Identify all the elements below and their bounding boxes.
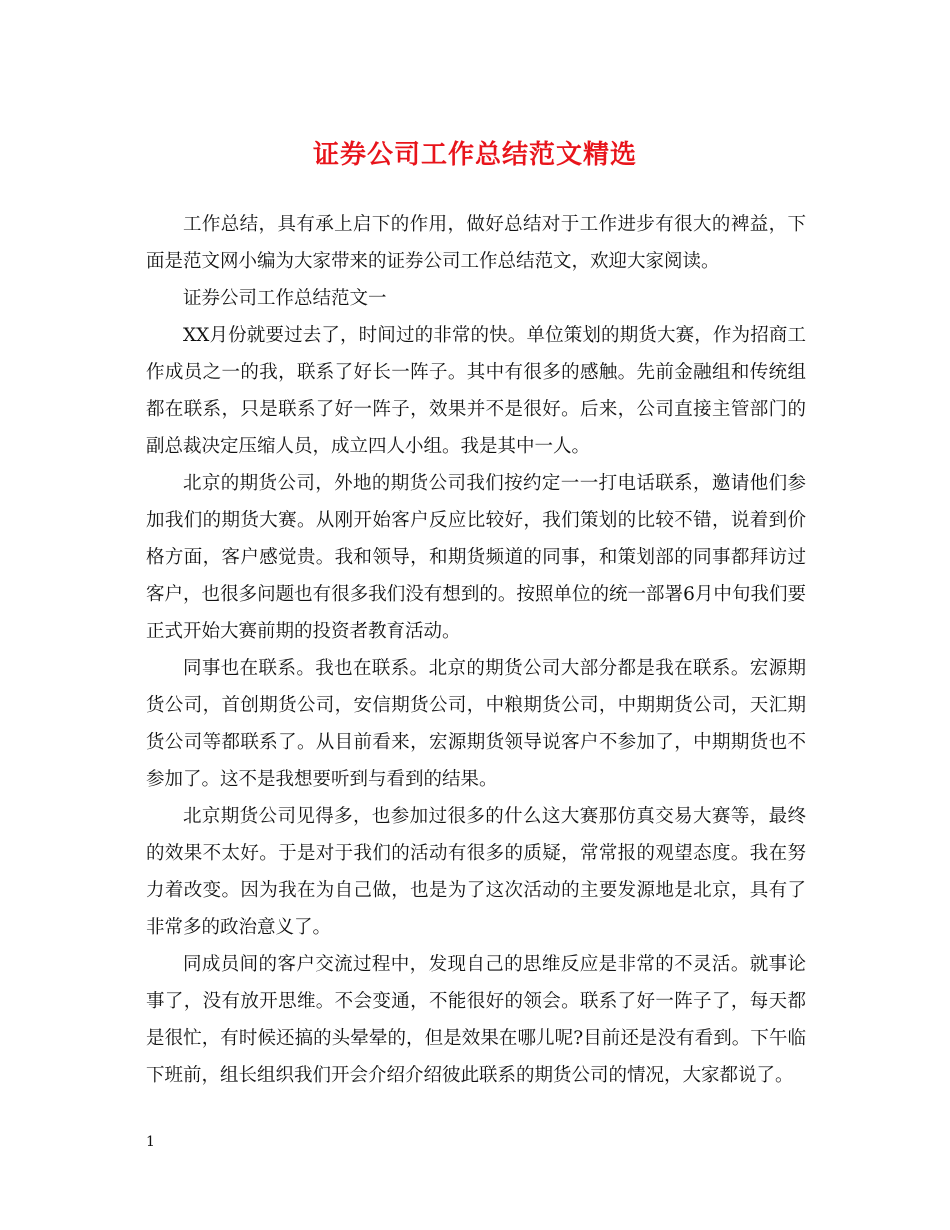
paragraph-section-heading: 证券公司工作总结范文一 [183,288,387,309]
paragraph-5: 同成员间的客户交流过程中，发现自己的思维反应是非常的不灵活。就事论事了，没有放开思维。不会变通，不能很好的领会。联系了好一阵子了，每天都是很忙，有时候还搞的头晕晕的，但是效果在哪儿呢?目前还是没有看到。下午临下班前，组长组织我们开会介绍介绍彼此联系的期货公司的情况，大家都说了。 [146,954,806,1086]
paragraph-2: 北京的期货公司，外地的期货公司我们按约定一一打电话联系，邀请他们参加我们的期货大赛。从刚开始客户反应比较好，我们策划的比较不错，说着到价格方面，客户感觉贵。我和领导，和期货频道的同事，和策划部的同事都拜访过客户，也很多问题也有很多我们没有想到的。按照单位的统一部署6月中旬我们要正式开始大赛前期的投资者教育活动。 [146,473,806,642]
paragraph-4: 北京期货公司见得多，也参加过很多的什么这大赛那仿真交易大赛等，最终的效果不太好。于是对于我们的活动有很多的质疑，常常报的观望态度。我在努力着改变。因为我在为自己做，也是为了这次活动的主要发源地是北京，具有了非常多的政治意义了。 [146,806,806,938]
paragraph-1: XX月份就要过去了，时间过的非常的快。单位策划的期货大赛，作为招商工作成员之一的我，联系了好长一阵子。其中有很多的感触。先前金融组和传统组都在联系，只是联系了好一阵子，效果并不是很好。后来，公司直接主管部门的副总裁决定压缩人员，成立四人小组。我是其中一人。 [146,325,806,457]
page-number: 1 [146,1134,155,1150]
document-body [146,206,806,1094]
paragraph-3: 同事也在联系。我也在联系。北京的期货公司大部分都是我在联系。宏源期货公司，首创期货公司，安信期货公司，中粮期货公司，中期期货公司，天汇期货公司等都联系了。从目前看来，宏源期货领导说客户不参加了，中期期货也不参加了。这不是我想要听到与看到的结果。 [146,658,806,790]
paragraph-intro: 工作总结，具有承上启下的作用，做好总结对于工作进步有很大的裨益，下面是范文网小编为大家带来的证券公司工作总结范文，欢迎大家阅读。 [146,214,806,272]
document-title: 证券公司工作总结范文精选 [312,140,637,170]
